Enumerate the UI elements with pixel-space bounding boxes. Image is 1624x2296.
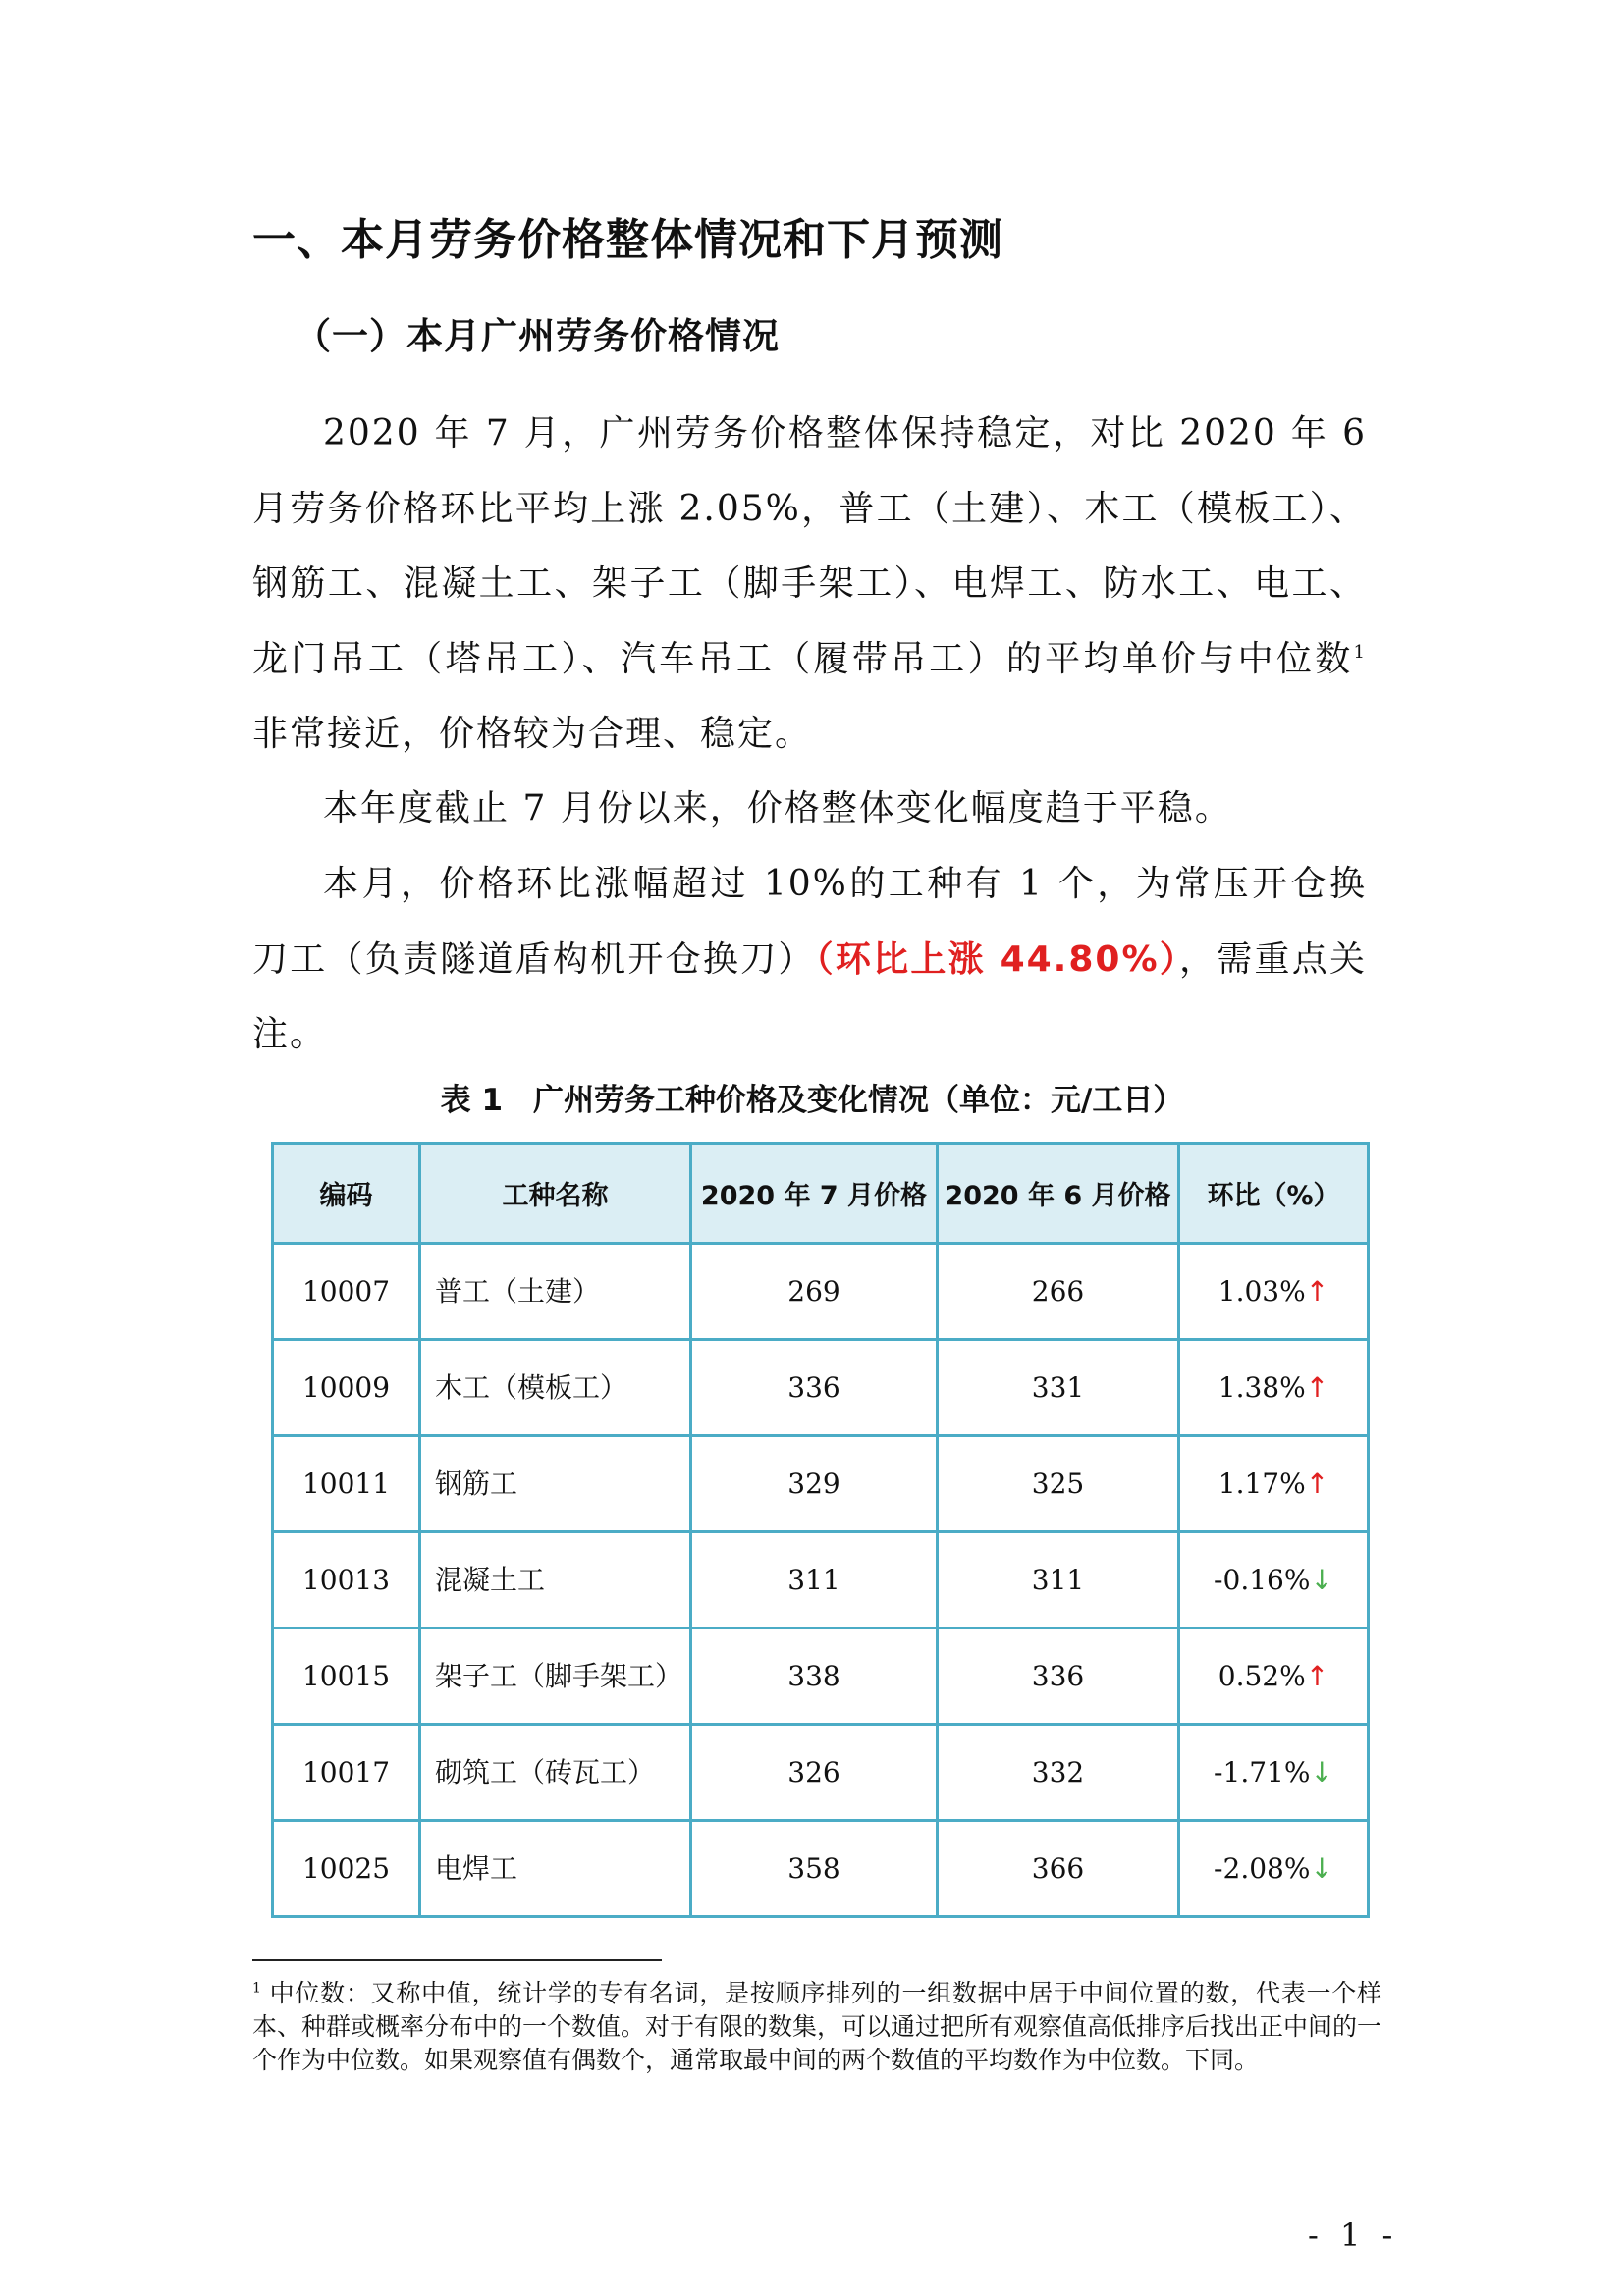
cell-jun-price: 336: [938, 1629, 1179, 1725]
footnote-divider: [252, 1959, 662, 1961]
price-table: [271, 1142, 1370, 1918]
change-value: -0.16%: [1214, 1564, 1311, 1596]
table-row: [273, 1244, 1369, 1340]
cell-code: 10009: [273, 1340, 420, 1436]
table-caption: 表 1 广州劳务工种价格及变化情况（单位：元/工日）: [440, 1083, 1184, 1118]
change-value: 1.03%: [1218, 1275, 1306, 1308]
change-value: -1.71%: [1214, 1756, 1311, 1789]
table-row: [273, 1629, 1369, 1725]
cell-code: 10013: [273, 1532, 420, 1629]
arrow-down-icon: ↓: [1310, 1564, 1333, 1596]
footnote-ref[interactable]: 1: [1353, 641, 1367, 663]
paragraph-yearly-trend: 本年度截止 7 月份以来，价格整体变化幅度趋于平稳。: [323, 788, 1232, 828]
cell-code: 10011: [273, 1436, 420, 1532]
cell-jul-price: 326: [691, 1725, 938, 1821]
paragraph-text: 本月，价格环比涨幅超过 10%的工种有 1 个，为常压开仓换刀工（负责隧道盾构机开仓换刀）: [252, 864, 1367, 980]
cell-jul-price: 329: [691, 1436, 938, 1532]
cell-jul-price: 336: [691, 1340, 938, 1436]
col-header-code: 编码: [273, 1144, 420, 1244]
cell-change: [1179, 1340, 1369, 1436]
table-row: [273, 1436, 1369, 1532]
paragraph-text: 非常接近，价格较为合理、稳定。: [252, 714, 813, 754]
cell-jul-price: 358: [691, 1821, 938, 1917]
footnote: [252, 1977, 1381, 2077]
cell-name: 电焊工: [420, 1821, 691, 1917]
col-header-jun-price: 2020 年 6 月价格: [938, 1144, 1179, 1244]
section-heading: 一、本月劳务价格整体情况和下月预测: [252, 215, 1003, 265]
cell-change: [1179, 1244, 1369, 1340]
col-header-name: 工种名称: [420, 1144, 691, 1244]
change-value: 1.17%: [1218, 1468, 1306, 1500]
table-row: [273, 1532, 1369, 1629]
paragraph-alert: [252, 847, 1367, 1073]
highlight-increase: （环比上涨 44.80%）: [815, 938, 1180, 980]
cell-jul-price: 311: [691, 1532, 938, 1629]
cell-name: 普工（土建）: [420, 1244, 691, 1340]
col-header-change: 环比（%）: [1179, 1144, 1369, 1244]
footnote-mark: 1: [252, 1980, 261, 1997]
cell-code: 10015: [273, 1629, 420, 1725]
change-value: 0.52%: [1218, 1660, 1306, 1692]
cell-code: 10007: [273, 1244, 420, 1340]
page-number: - 1 -: [1308, 2216, 1399, 2254]
cell-change: [1179, 1436, 1369, 1532]
paragraph-price-summary: [252, 397, 1367, 773]
cell-jun-price: 332: [938, 1725, 1179, 1821]
paragraph-text: ，需重点关注。: [252, 938, 1367, 1054]
cell-name: 架子工（脚手架工）: [420, 1629, 691, 1725]
paragraph-text: 2020 年 7 月，广州劳务价格整体保持稳定，对比 2020 年 6 月劳务价格环比平均上涨 2.05%，普工（土建）、木工（模板工）、钢筋工、混凝土工、架子工（脚手架工）、电焊工、防水工、电工、龙门吊工（塔吊工）、汽车吊工（履带吊工）的平均单价与中位数: [252, 413, 1367, 679]
cell-change: [1179, 1532, 1369, 1629]
col-header-jul-price: 2020 年 7 月价格: [691, 1144, 938, 1244]
cell-jun-price: 366: [938, 1821, 1179, 1917]
cell-change: [1179, 1629, 1369, 1725]
cell-jun-price: 266: [938, 1244, 1179, 1340]
arrow-up-icon: ↑: [1305, 1660, 1329, 1692]
cell-name: 钢筋工: [420, 1436, 691, 1532]
subsection-heading: （一）本月广州劳务价格情况: [295, 315, 780, 357]
table-row: [273, 1725, 1369, 1821]
change-value: 1.38%: [1218, 1371, 1306, 1404]
footnote-text: 中位数：又称中值，统计学的专有名词，是按顺序排列的一组数据中居于中间位置的数，代表一个样本、种群或概率分布中的一个数值。对于有限的数集，可以通过把所有观察值高低排序后找出正中间的一个作为中位数。如果观察值有偶数个，通常取最中间的两个数值的平均数作为中位数。下同。: [252, 1979, 1382, 2074]
table-row: [273, 1821, 1369, 1917]
cell-change: [1179, 1821, 1369, 1917]
arrow-down-icon: ↓: [1310, 1756, 1333, 1789]
table-header-row: [273, 1144, 1369, 1244]
cell-name: 木工（模板工）: [420, 1340, 691, 1436]
cell-jun-price: 331: [938, 1340, 1179, 1436]
arrow-up-icon: ↑: [1305, 1371, 1329, 1404]
cell-code: 10017: [273, 1725, 420, 1821]
table-row: [273, 1340, 1369, 1436]
cell-jun-price: 311: [938, 1532, 1179, 1629]
arrow-down-icon: ↓: [1310, 1852, 1333, 1885]
arrow-up-icon: ↑: [1305, 1468, 1329, 1500]
cell-change: [1179, 1725, 1369, 1821]
cell-name: 砌筑工（砖瓦工）: [420, 1725, 691, 1821]
cell-jul-price: 269: [691, 1244, 938, 1340]
cell-name: 混凝土工: [420, 1532, 691, 1629]
arrow-up-icon: ↑: [1305, 1275, 1329, 1308]
change-value: -2.08%: [1214, 1852, 1311, 1885]
cell-jul-price: 338: [691, 1629, 938, 1725]
cell-jun-price: 325: [938, 1436, 1179, 1532]
cell-code: 10025: [273, 1821, 420, 1917]
